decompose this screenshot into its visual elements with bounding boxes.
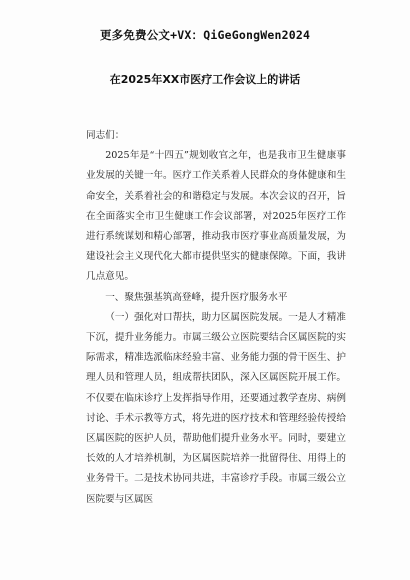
section-paragraph: （一）强化对口帮扶，助力区属医院发展。一是人才精准下沉，提升业务能力。市属三级公立医院要结合区属医院的实际需求，精准选派临床经验丰富、业务能力强的骨干医生、护理人员和管理人员，组成帮扶团队，深入区属医院开展工作。不仅要在临床诊疗上发挥指导作用，还要通过教学查房、病例讨论、手术示教等方式，将先进的医疗技术和管理经验传授给区属医院的医护人员，帮助他们提升业务水平。同时，要建立长效的人才培养机制，为区属医院培养一批留得住、用得上的业务骨干。二是技术协同共进，丰富诊疗手段。市属三级公立医院要与区属医 (86, 311, 346, 505)
watermark-header: 更多免费公文+VX：QiGeGongWen2024 (99, 28, 311, 42)
document-body (86, 126, 346, 510)
document-title: 在2025年XX市医疗工作会议上的讲话 (109, 73, 301, 86)
intro-paragraph: 2025年是“十四五”规划收官之年，也是我市卫生健康事业发展的关键一年。医疗工作关系着人民群众的身体健康和生命安全，关系着社会的和谐稳定与发展。本次会议的召开，旨在全面落实全市卫生健康工作会议部署，对2025年医疗工作进行系统谋划和精心部署，推动我市医疗事业高质量发展，为建设社会主义现代化大都市提供坚实的健康保障。下面，我讲几点意见。 (86, 150, 346, 283)
section-heading: 一、聚焦强基筑高登峰，提升医疗服务水平 (105, 291, 288, 303)
salutation: 同志们： (86, 130, 125, 141)
